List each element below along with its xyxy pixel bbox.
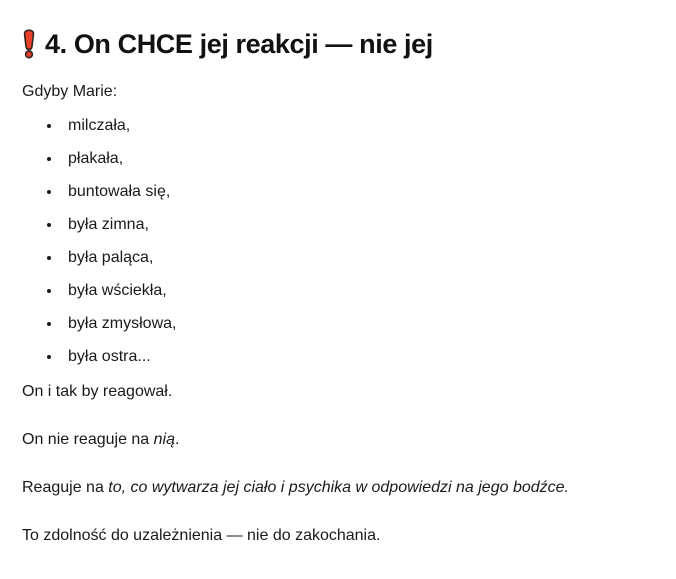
section-heading-text: 4. On CHCE jej reakcji — nie jej [45, 29, 433, 59]
intro-paragraph: Gdyby Marie: [22, 83, 118, 100]
paragraph-1 [22, 380, 652, 404]
paragraph-2-text: On nie reaguje na [22, 431, 154, 448]
exclamation-dot [26, 51, 33, 58]
paragraph-3-italic: to, co wytwarza jej ciało i psychika w odpowiedzi na jego bodźce. [108, 479, 569, 496]
list-item: • milczała, [62, 114, 652, 138]
list-item: • buntowała się, [62, 180, 652, 204]
paragraph-3-text: Reaguje na [22, 479, 109, 496]
heavy-exclamation-mark-icon [22, 29, 36, 59]
list-item: • była paląca, [62, 246, 652, 270]
paragraph-1-text: On i tak by reagował. [22, 383, 173, 400]
paragraph-3 [22, 476, 652, 500]
paragraph-2-italic: nią [153, 431, 176, 448]
section-heading [22, 26, 652, 62]
list-item: • była wściekła, [62, 279, 652, 303]
paragraph-2 [22, 428, 652, 452]
list-item: • była zimna, [62, 213, 652, 237]
paragraph-2-suffix: . [175, 431, 180, 448]
paragraph-4-text: To zdolność do uzależnienia — nie do zakochania. [22, 527, 381, 544]
list-item: • płakała, [62, 147, 652, 171]
bullet-list [22, 114, 652, 369]
paragraph-4 [22, 524, 652, 548]
list-item: • była ostra... [62, 345, 652, 369]
exclamation-bar [25, 30, 34, 49]
list-item: • była zmysłowa, [62, 312, 652, 336]
